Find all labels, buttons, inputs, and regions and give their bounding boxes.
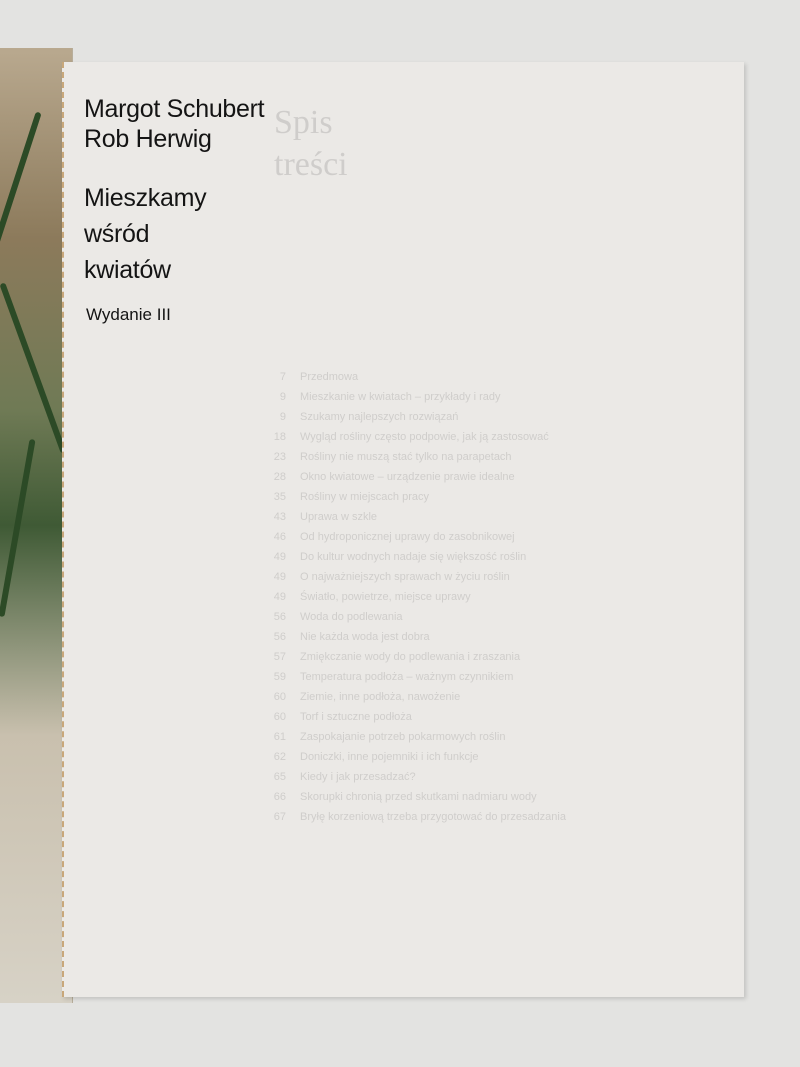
contents-entry-title: Temperatura podłoża – ważnym czynnikiem	[300, 671, 514, 683]
contents-entry-title: Woda do podlewania	[300, 611, 403, 623]
show-through-contents-row	[264, 547, 714, 567]
show-through-contents-row	[264, 387, 714, 407]
show-through-contents-row	[264, 587, 714, 607]
contents-page-number: 49	[273, 551, 286, 563]
plant-leaf	[0, 282, 67, 453]
show-through-contents-row	[264, 427, 714, 447]
show-through-contents-row	[264, 407, 714, 427]
contents-entry-title: Skorupki chronią przed skutkami nadmiaru wody	[300, 791, 537, 803]
contents-page-number: 60	[273, 691, 286, 703]
title-line: wśród	[84, 220, 150, 248]
show-through-contents-row	[264, 507, 714, 527]
show-through-contents-row	[264, 627, 714, 647]
plant-leaf	[0, 439, 36, 617]
edition-label: Wydanie III	[86, 305, 171, 324]
show-through-contents-row	[264, 607, 714, 627]
contents-entry-title: Do kultur wodnych nadaje się większość roślin	[300, 551, 527, 563]
book-title	[84, 180, 206, 288]
contents-page-number: 7	[279, 371, 286, 383]
show-through-contents-row	[264, 667, 714, 687]
show-through-contents-row	[264, 767, 714, 787]
contents-page-number: 61	[273, 731, 286, 743]
contents-entry-title: Torf i sztuczne podłoża	[300, 711, 412, 723]
show-through-contents-row	[264, 447, 714, 467]
contents-page-number: 57	[273, 651, 286, 663]
show-through-contents	[264, 367, 714, 827]
contents-entry-title: Zaspokajanie potrzeb pokarmowych roślin	[300, 731, 506, 743]
contents-entry-title: O najważniejszych sprawach w życiu roślin	[300, 571, 510, 583]
show-through-contents-row	[264, 807, 714, 827]
contents-page-number: 9	[279, 411, 286, 423]
contents-page-number: 23	[273, 451, 286, 463]
show-through-heading-line: Spis	[274, 104, 333, 141]
contents-entry-title: Ziemie, inne podłoża, nawożenie	[300, 691, 461, 703]
contents-entry-title: Okno kwiatowe – urządzenie prawie idealne	[300, 471, 515, 483]
show-through-contents-row	[264, 747, 714, 767]
show-through-heading-line: treści	[274, 146, 348, 183]
show-through-contents-row	[264, 367, 714, 387]
contents-entry-title: Rośliny nie muszą stać tylko na parapetach	[300, 451, 512, 463]
contents-entry-title: Przedmowa	[300, 371, 359, 383]
contents-entry-title: Mieszkanie w kwiatach – przykłady i rady	[300, 391, 501, 403]
contents-page-number: 62	[273, 751, 286, 763]
contents-page-number: 43	[273, 511, 286, 523]
show-through-contents-row	[264, 487, 714, 507]
contents-entry-title: Uprawa w szkle	[300, 511, 378, 523]
authors	[84, 94, 264, 154]
contents-page-number: 67	[273, 811, 286, 823]
contents-page-number: 28	[273, 471, 286, 483]
show-through-contents-row	[264, 567, 714, 587]
contents-page-number: 35	[273, 491, 286, 503]
contents-entry-title: Szukamy najlepszych rozwiązań	[300, 411, 459, 423]
contents-page-number: 56	[273, 631, 286, 643]
contents-page-number: 65	[273, 771, 286, 783]
show-through-contents-row	[264, 787, 714, 807]
contents-entry-title: Zmiękczanie wody do podlewania i zraszania	[300, 651, 521, 663]
contents-page-number: 56	[273, 611, 286, 623]
show-through-contents-row	[264, 647, 714, 667]
contents-entry-title: Kiedy i jak przesadzać?	[300, 771, 416, 783]
show-through-contents-row	[264, 527, 714, 547]
contents-entry-title: Światło, powietrze, miejsce uprawy	[300, 591, 471, 603]
title-page	[62, 62, 744, 997]
show-through-heading	[274, 102, 348, 186]
contents-page-number: 49	[273, 591, 286, 603]
contents-page-number: 66	[273, 791, 286, 803]
show-through-contents-row	[264, 467, 714, 487]
contents-page-number: 49	[273, 571, 286, 583]
contents-entry-title: Doniczki, inne pojemniki i ich funkcje	[300, 751, 479, 763]
author-name: Rob Herwig	[84, 125, 212, 153]
contents-entry-title: Bryłę korzeniową trzeba przygotować do przesadzania	[300, 811, 566, 823]
contents-entry-title: Wygląd rośliny często podpowie, jak ją zastosować	[300, 431, 549, 443]
contents-entry-title: Nie każda woda jest dobra	[300, 631, 430, 643]
plant-leaf	[0, 111, 42, 284]
show-through-contents-row	[264, 727, 714, 747]
show-through-contents-row	[264, 687, 714, 707]
contents-page-number: 46	[273, 531, 286, 543]
contents-page-number: 9	[279, 391, 286, 403]
author-name: Margot Schubert	[84, 95, 265, 123]
title-line: Mieszkamy	[84, 184, 207, 212]
show-through-contents-row	[264, 707, 714, 727]
contents-entry-title: Od hydroponicznej uprawy do zasobnikowej	[300, 531, 515, 543]
contents-page-number: 18	[273, 431, 286, 443]
contents-page-number: 59	[273, 671, 286, 683]
contents-page-number: 60	[273, 711, 286, 723]
contents-entry-title: Rośliny w miejscach pracy	[300, 491, 429, 503]
title-line: kwiatów	[84, 256, 171, 284]
